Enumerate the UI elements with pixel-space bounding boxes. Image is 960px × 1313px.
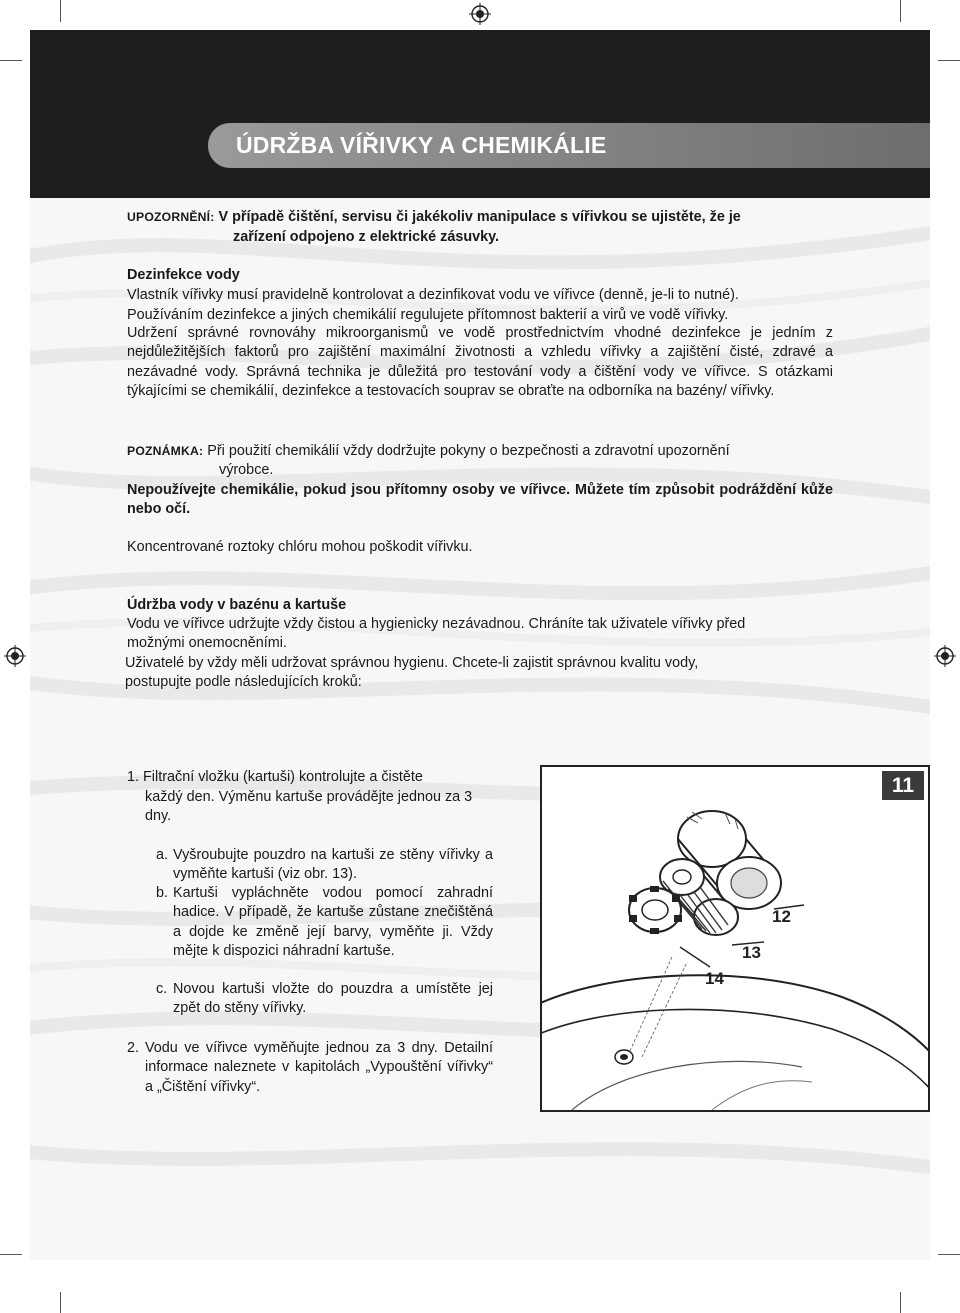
warning-text: V případě čištění, servisu či jakékoliv manipulace s vířivkou se ujistěte, že je bbox=[218, 209, 741, 225]
substep-b: Kartuši vypláchněte vodou pomocí zahradní hadice. V případě, že kartuše zůstane znečištěná a dojde ke změně její barvy, vyměňte ji. Vždy mějte k dispozici náhradní kartuše. bbox=[173, 885, 493, 960]
part-label-13: 13 bbox=[742, 943, 761, 962]
cartridge-housing-icon bbox=[678, 811, 781, 909]
paragraph: Vodu ve vířivce udržujte vždy čistou a hygienicky nezávadnou. Chráníte tak uživatele vířivky před bbox=[127, 616, 746, 632]
note-block bbox=[127, 442, 835, 461]
registration-mark-icon bbox=[4, 645, 26, 667]
substep-a: Vyšroubujte pouzdro na kartuši ze stěny vířivky a vyměňte kartuši (viz obr. 13). bbox=[173, 847, 493, 883]
step-1-continued: každý den. Výměnu kartuše provádějte jednou za 3 dny. bbox=[145, 789, 473, 825]
section-heading: Dezinfekce vody bbox=[127, 267, 240, 283]
note-text-continued: výrobce. bbox=[219, 462, 274, 478]
registration-mark-icon bbox=[469, 3, 491, 25]
chemical-warning: Nepoužívejte chemikálie, pokud jsou přítomny osoby ve vířivce. Můžete tím způsobit podráždění kůže nebo očí. bbox=[127, 482, 833, 518]
crop-mark bbox=[938, 1254, 960, 1255]
crop-mark bbox=[900, 0, 901, 22]
paragraph: Používáním dezinfekce a jiných chemikálií regulujete přítomnost bakterií a virů ve vodě vířivky. bbox=[127, 307, 729, 323]
cartridge-illustration bbox=[542, 767, 928, 1110]
substep-a-label: a. bbox=[156, 847, 169, 863]
paragraph: Vlastník vířivky musí pravidelně kontrolovat a dezinfikovat vodu ve vířivce (denně, je-li to nutné). bbox=[127, 287, 739, 303]
chlorine-note: Koncentrované roztoky chlóru mohou poškodit vířivku. bbox=[127, 539, 473, 555]
crop-mark bbox=[60, 1292, 61, 1313]
step-text: Filtrační vložku (kartuši) kontrolujte a čistěte bbox=[143, 769, 423, 785]
crop-mark bbox=[0, 1254, 22, 1255]
title-bar bbox=[208, 123, 930, 168]
step-2-number: 2. bbox=[127, 1040, 140, 1056]
substep-c: Novou kartuši vložte do pouzdra a umístěte jej zpět do stěny vířivky. bbox=[173, 981, 493, 1017]
warning-label: UPOZORNĚNÍ: bbox=[127, 210, 215, 224]
header-band bbox=[30, 30, 930, 198]
paragraph: Uživatelé by vždy měli udržovat správnou hygienu. Chcete-li zajistit správnou kvalitu vody, bbox=[125, 655, 699, 671]
paragraph: Udržení správné rovnováhy mikroorganismů ve vodě prostřednictvím vhodné dezinfekce je jedním z nejdůležitějších faktorů pro zajištění maximální životnosti a vzhledu vířivky a zajištění čisté, zdravé a nezávadné vody. Správná technika je důležitá pro testování vody a čištění vody ve vířivce. S otázkami týkajícími se chemikálií, dezinfekce a testovacích souprav se obraťte na odborníka na bazény/ vířivky. bbox=[127, 325, 833, 400]
section-heading: Údržba vody v bazénu a kartuše bbox=[127, 597, 347, 613]
page-title: ÚDRŽBA VÍŘIVKY A CHEMIKÁLIE bbox=[236, 132, 607, 158]
warning-block bbox=[127, 208, 835, 227]
substep-c-label: c. bbox=[156, 981, 168, 997]
crop-mark bbox=[900, 1292, 901, 1313]
paragraph: postupujte podle následujících kroků: bbox=[125, 674, 362, 690]
crop-mark bbox=[938, 60, 960, 61]
note-label: POZNÁMKA: bbox=[127, 444, 204, 458]
paragraph: možnými onemocněními. bbox=[127, 635, 287, 651]
figure-number: 11 bbox=[882, 771, 924, 800]
document-page bbox=[30, 30, 930, 1260]
crop-mark bbox=[60, 0, 61, 22]
registration-mark-icon bbox=[934, 645, 956, 667]
part-label-14: 14 bbox=[705, 969, 724, 988]
substep-b-label: b. bbox=[156, 885, 169, 901]
step-2: Vodu ve vířivce vyměňujte jednou za 3 dny. Detailní informace naleznete v kapitolách „Vypouštění vířivky“ a „Čištění vířivky“. bbox=[145, 1040, 493, 1095]
note-text: Při použití chemikálií vždy dodržujte pokyny o bezpečnosti a zdravotní upozornění bbox=[207, 443, 730, 459]
warning-text-continued: zařízení odpojeno z elektrické zásuvky. bbox=[233, 229, 500, 245]
part-label-12: 12 bbox=[772, 907, 791, 926]
figure-cartridge-diagram bbox=[540, 765, 930, 1112]
step-number: 1. bbox=[127, 769, 140, 785]
crop-mark bbox=[0, 60, 22, 61]
step-1 bbox=[127, 768, 497, 787]
